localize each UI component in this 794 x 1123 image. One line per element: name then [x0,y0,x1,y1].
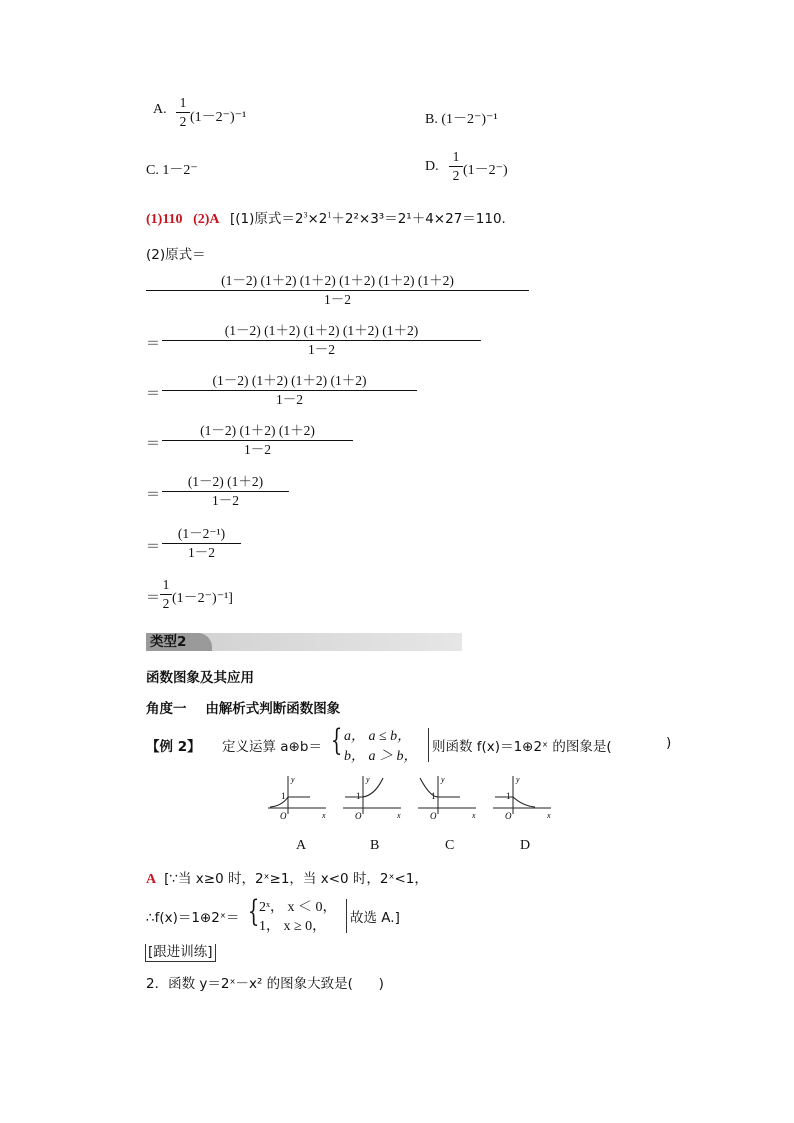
option-a-den: 2 [179,114,187,129]
example-right-bar [428,728,429,762]
graph-label-c: C [445,838,455,853]
answer-part1: (1)110 [146,212,183,227]
solution-case-1: 2ˣ， x ＜ 0， [259,900,337,915]
solution-letter: A [146,872,157,887]
option-a-label: A. [153,102,167,117]
step-numerator: (1－2) (1＋2) (1＋2) [200,423,315,438]
option-b-label: B. [425,112,438,127]
graph-curve [270,797,310,807]
option-a-expr: (1－2⁻)⁻¹ [190,110,247,125]
equals-sign: ＝ [146,387,160,402]
step-1 [146,272,529,309]
solution-text-2b: 故选 A.] [350,910,400,926]
final-den: 2 [162,596,170,611]
practice-paren-close: ) [378,976,384,992]
option-d-expr: (1－2⁻) [463,163,508,178]
option-c-expr: 1－2⁻ [162,163,198,178]
answer-text-a: [(1)原式＝2 [230,211,304,227]
practice-box-label: [跟进训练] [145,944,216,962]
step-denominator: 1－2 [188,545,215,560]
graph-y-label: y [366,775,370,784]
graph-options [0,773,794,843]
option-d-fraction [449,148,463,185]
option-b-expr: (1－2⁻)⁻¹ [441,112,498,127]
equals-sign: ＝ [146,337,160,352]
graph-y-label: y [516,775,520,784]
graph-origin-label: O [280,811,287,821]
graph-origin-label: O [505,811,512,821]
option-d-num: 1 [452,149,460,164]
graph-x-label: x [472,811,476,820]
final-fraction [160,576,172,613]
example-case-1: a， a ≤ b， [344,729,412,744]
option-c [146,159,198,179]
graph-y-label: y [291,775,295,784]
graph-one-label: 1 [431,791,436,801]
final-equals: ＝ [146,591,160,606]
solution-text-2a: ∴f(x)＝1⊕2ˣ＝ [146,910,240,926]
answer-line [146,207,506,228]
step-denominator: 1－2 [244,442,271,457]
equals-sign: ＝ [146,437,160,452]
answer-mid: ×2 [307,211,328,227]
section-tag: 类型2 [150,634,187,650]
answer-exp1: 3 [303,210,308,220]
example-text-a: 定义运算 a⊕b＝ [222,739,322,755]
graph-label-a: A [296,838,307,853]
step-denominator: 1－2 [324,292,351,307]
solution-case-2: 1， x ≥ 0， [259,919,327,934]
step-3 [162,372,417,409]
graph-one-label: 1 [506,791,511,801]
graph-curve [420,778,460,797]
option-d-label: D. [425,159,439,174]
option-a-fraction [176,94,190,131]
graph-x-label: x [547,811,551,820]
option-a-num: 1 [179,95,187,110]
practice-question [146,972,384,992]
step-4 [162,422,353,459]
step-numerator: (1－2) (1＋2) (1＋2) (1＋2) (1＋2) [224,323,419,338]
step-denominator: 1－2 [308,342,335,357]
graph-one-label: 1 [356,791,361,801]
section-title: 函数图象及其应用 [146,670,254,686]
step-numerator: (1－2) (1＋2) (1＋2) (1＋2) (1＋2) (1＋2) [221,273,454,288]
practice-question-text: 2．函数 y＝2ˣ－x² 的图象大致是( [146,976,353,992]
angle-text: 由解析式判断函数图象 [205,701,341,717]
angle-heading [146,697,340,717]
angle-label: 角度一 [146,701,187,717]
option-b [425,108,498,128]
solution-brace: { [247,894,260,929]
answer-text-b: ＋2²×3³＝2¹＋4×27＝110. [331,211,506,227]
option-c-label: C. [146,163,159,178]
part2-intro: (2)原式＝ [146,247,206,263]
equals-sign: ＝ [146,540,160,555]
final-num: 1 [162,577,170,592]
graph-x-label: x [322,811,326,820]
graph-one-label: 1 [281,791,286,801]
step-denominator: 1－2 [212,493,239,508]
graph-label-d: D [520,838,531,853]
solution-text-1: [∵当 x≥0 时，2ˣ≥1，当 x<0 时，2ˣ<1， [164,871,428,887]
example-brace: { [330,723,343,758]
step-6 [162,525,241,562]
graph-label-b: B [370,838,380,853]
graph-curve [495,797,535,807]
step-numerator: (1－2) (1＋2) [187,474,264,489]
answer-part2: (2)A [193,212,220,227]
final-expr: (1－2⁻)⁻¹] [172,591,233,606]
example-label: 【例 2】 [146,739,201,755]
graph-x-label: x [397,811,401,820]
equals-sign: ＝ [146,488,160,503]
graph-origin-label: O [355,811,362,821]
solution-right-bar [346,899,347,933]
graph-curve [345,778,383,797]
graph-y-label: y [441,775,445,784]
example-case-2: b， a ＞ b， [344,749,418,764]
example-paren-close: ) [666,735,672,751]
step-5 [162,473,289,510]
step-denominator: 1－2 [276,392,303,407]
step-numerator: (1－2⁻¹) [177,526,226,541]
option-a [153,102,167,118]
example-text-b: 则函数 f(x)＝1⊕2ˣ 的图象是( [432,739,612,755]
step-numerator: (1－2) (1＋2) (1＋2) (1＋2) [212,373,367,388]
option-d-den: 2 [452,168,460,183]
solution-line-1 [146,867,428,888]
step-2 [162,322,481,359]
answer-exp2: 1 [327,210,332,220]
graph-origin-label: O [430,811,437,821]
